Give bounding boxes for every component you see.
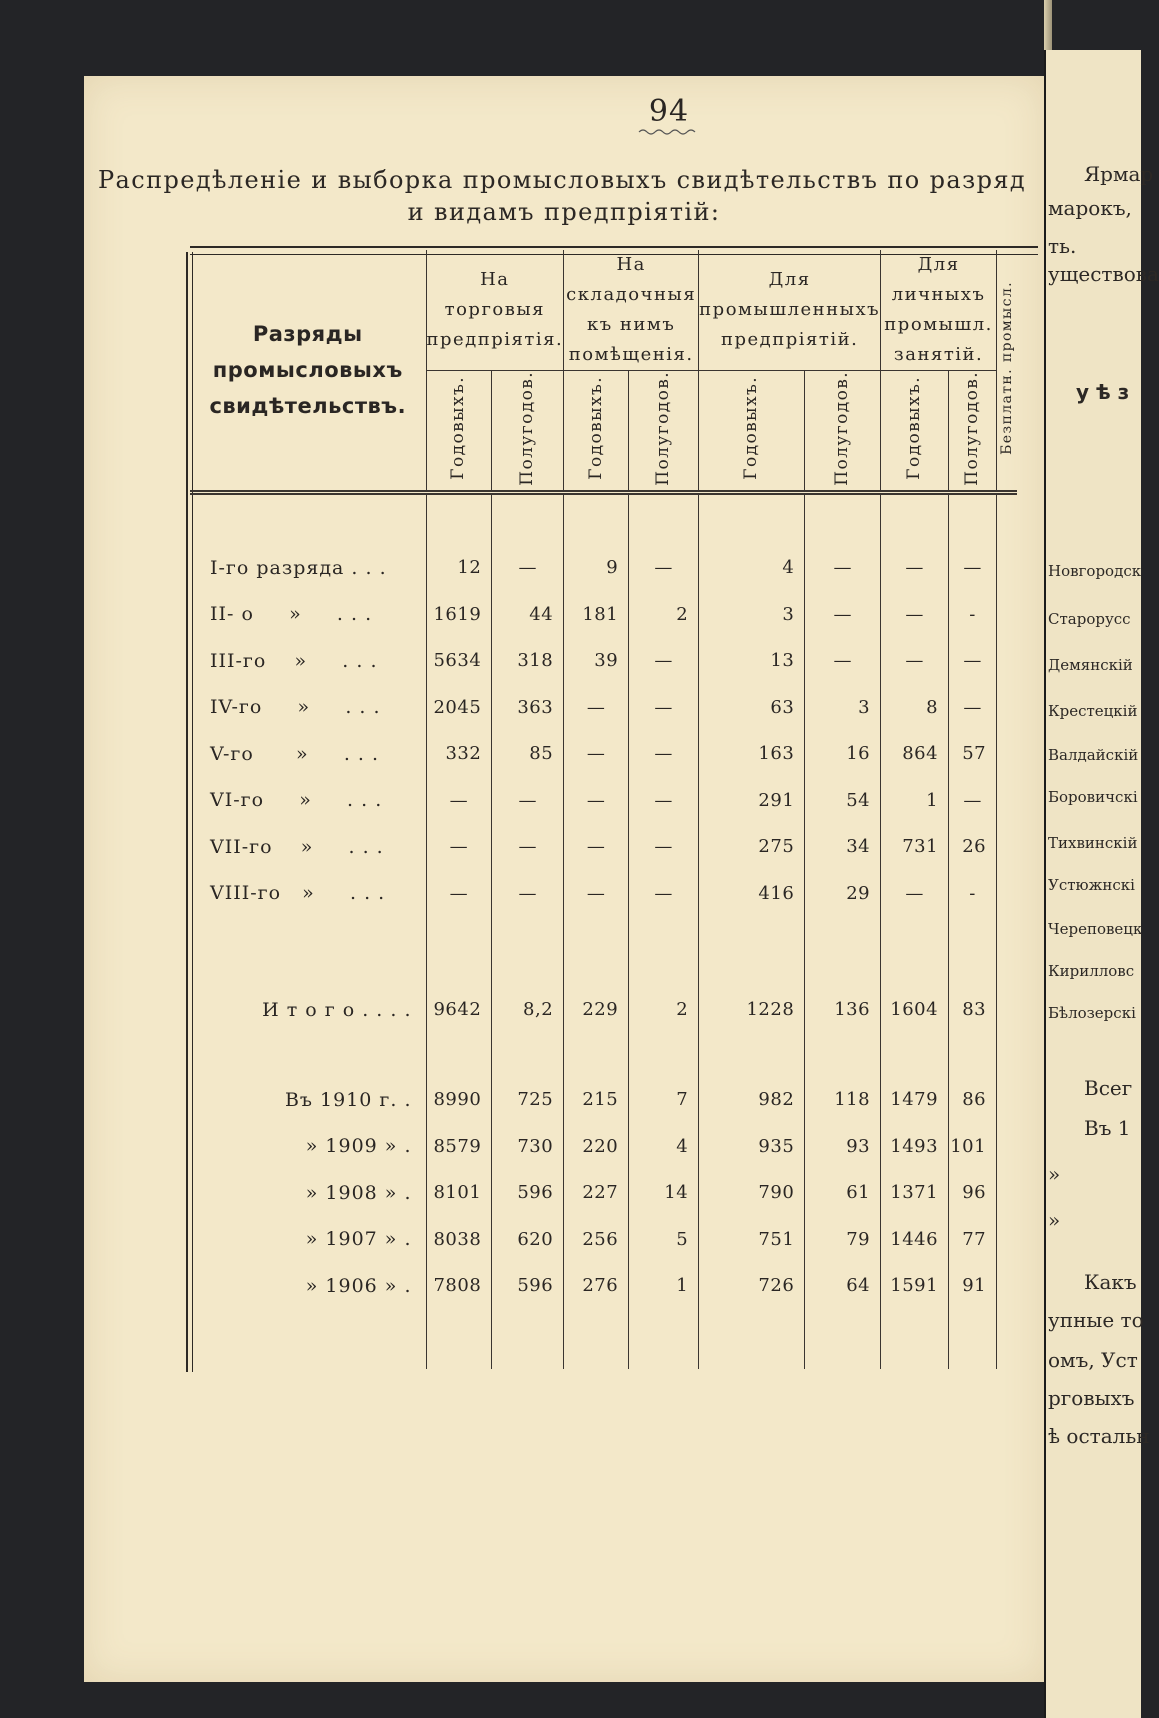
next-page-text: Новгородск [1048,562,1142,580]
row-label: I-го разряда . . . [210,556,387,579]
table-cell: 8990 [426,1077,492,1124]
table-cell: 227 [564,1170,629,1217]
table-row-grade [190,870,1017,917]
table-cell: - [949,870,997,917]
row-label: IV-го » . . . [210,696,381,719]
table-cell: — [492,777,564,824]
table-cell: — [564,731,629,778]
table-cell: — [629,731,699,778]
table-cell: 229 [564,987,629,1033]
next-page-text: Какъ [1084,1270,1137,1294]
table-cell: 64 [805,1263,881,1310]
table-spacer [190,1309,1017,1369]
table-cell: — [949,777,997,824]
table-cell: 1228 [699,987,805,1033]
table-cell: — [564,870,629,917]
table-cell: 136 [805,987,881,1033]
title-line-1: Распредѣленіе и выборка промысловыхъ свидѣтельствъ по разряд [98,166,1027,194]
table-cell: 3 [699,591,805,638]
sub-header [881,371,949,493]
sub-header-year: Годовыхъ. [448,376,469,481]
table-cell-free [997,1170,1017,1217]
table-cell-free [997,684,1017,731]
table-cell: 9642 [426,987,492,1033]
row-label: И т о г о . . . . [262,998,412,1021]
table-cell: — [881,545,949,592]
table-cell: — [629,824,699,871]
table-cell: 2 [629,987,699,1033]
table-cell: 215 [564,1077,629,1124]
table-cell: 63 [699,684,805,731]
next-page-text: Демянскій [1048,656,1133,674]
next-page-text: у ѣ з [1076,380,1130,404]
table-cell-free [997,1123,1017,1170]
row-header-cell [190,250,426,492]
table-cell: 4 [629,1123,699,1170]
sub-header [699,371,805,493]
table-row-grade [190,545,1017,592]
table-row-year [190,1216,1017,1263]
next-page-text: Старорусс [1048,610,1131,628]
group-header-free [997,250,1017,492]
table-row-year [190,1263,1017,1310]
title-line-2: и видамъ предпріятій: [407,198,721,226]
sub-header [805,371,881,493]
row-label: » 1908 » . [305,1181,412,1204]
next-page-text: упные то [1048,1308,1144,1332]
table-cell-free [997,1216,1017,1263]
next-page-text: ѣ остальн [1048,1424,1150,1448]
table-cell: 935 [699,1123,805,1170]
next-page-text: омъ, Уст [1048,1348,1138,1372]
row-label: II- о » . . . [210,603,373,626]
free-label: Безплатн. промысл. [998,280,1015,455]
table-cell: — [629,870,699,917]
table-cell: — [564,777,629,824]
table-cell: 8579 [426,1123,492,1170]
table-cell: — [492,545,564,592]
row-label: VI-го » . . . [210,789,383,812]
table-cell: 8038 [426,1216,492,1263]
table-body [190,492,1017,1369]
table-cell: 77 [949,1216,997,1263]
sub-header [629,371,699,493]
table-cell: 34 [805,824,881,871]
table-cell: 5 [629,1216,699,1263]
table-cell: — [564,684,629,731]
table-cell-free [997,1263,1017,1310]
table-cell: 864 [881,731,949,778]
table-cell: — [805,545,881,592]
table-cell: — [949,638,997,685]
table-cell: — [564,824,629,871]
table-row-grade [190,591,1017,638]
table-cell: 8101 [426,1170,492,1217]
table-cell: 1591 [881,1263,949,1310]
table-cell: 2 [629,591,699,638]
row-label: V-го » . . . [210,742,380,765]
table-cell: 13 [699,638,805,685]
table-cell: 181 [564,591,629,638]
table-spacer [190,492,1017,545]
table-cell: — [426,870,492,917]
table-cell: 79 [805,1216,881,1263]
table-spacer [190,917,1017,987]
next-page-text: Ярмар [1084,162,1154,186]
table-cell-free [997,987,1017,1033]
table-cell: 363 [492,684,564,731]
sub-header-half: Полугодов. [832,371,853,486]
row-label: VII-го » . . . [210,835,384,858]
table-cell: — [629,777,699,824]
table-row-grade [190,731,1017,778]
table-cell: 39 [564,638,629,685]
page-number: 94 [648,94,690,129]
table-row-year [190,1077,1017,1124]
table-cell: 1 [881,777,949,824]
table-cell: — [881,638,949,685]
next-page-text: Валдайскій [1048,746,1139,764]
certificates-table [190,250,1017,1369]
next-page-text: Въ 1 [1084,1116,1131,1140]
table-spacer [190,1033,1017,1077]
table-row-grade [190,824,1017,871]
row-label: » 1907 » . [305,1228,412,1251]
table-cell: 256 [564,1216,629,1263]
table-cell: 4 [699,545,805,592]
table-cell-free [997,591,1017,638]
table-cell: 291 [699,777,805,824]
table-cell: 332 [426,731,492,778]
table-cell: 118 [805,1077,881,1124]
table-cell: 726 [699,1263,805,1310]
table-cell: 276 [564,1263,629,1310]
table-cell: 1371 [881,1170,949,1217]
table-cell: — [805,638,881,685]
table-cell: — [492,870,564,917]
table-cell: — [949,684,997,731]
table-cell: 1 [629,1263,699,1310]
table-cell: 83 [949,987,997,1033]
next-page-text: » [1048,1162,1061,1186]
table-cell: 14 [629,1170,699,1217]
table-cell-free [997,824,1017,871]
page [84,76,1044,1682]
table-cell: 1446 [881,1216,949,1263]
row-label: VIII-го » . . . [210,882,386,905]
table-row-grade [190,777,1017,824]
table-cell: 16 [805,731,881,778]
table-cell: 275 [699,824,805,871]
sub-header [949,371,997,493]
next-page-text: Боровичскі [1048,788,1138,806]
sub-header-year: Годовыхъ. [741,376,762,481]
table-cell: 730 [492,1123,564,1170]
group-header-industrial: Для промышленныхъ предпріятій. [699,250,881,371]
table-cell: — [881,591,949,638]
table-row-year [190,1123,1017,1170]
next-page-text: Устюжнскі [1048,876,1135,894]
row-label: III-го » . . . [210,649,378,672]
next-page-text: Бѣлозерскі [1048,1004,1136,1022]
table-cell: 29 [805,870,881,917]
table-cell: — [492,824,564,871]
table-cell: 1604 [881,987,949,1033]
table-cell-free [997,777,1017,824]
table-cell: 751 [699,1216,805,1263]
table-cell: — [881,870,949,917]
table-cell: 3 [805,684,881,731]
next-page-text: рговыхъ [1048,1386,1135,1410]
sub-header-half: Полугодов. [653,371,674,486]
next-page-text: Всег [1084,1076,1133,1100]
table-cell: 790 [699,1170,805,1217]
next-page-text: уществова [1048,262,1159,286]
group-header-personal: Для личныхъ промышл. занятій. [881,250,997,371]
sub-header [426,371,492,493]
ornament-rule [624,128,714,136]
table-cell: 2045 [426,684,492,731]
table-cell: 44 [492,591,564,638]
row-label: Въ 1910 г. . [284,1088,412,1111]
row-label: » 1906 » . [305,1274,412,1297]
table-row-grade [190,684,1017,731]
sub-header-year: Годовыхъ. [585,376,606,481]
table-cell: 86 [949,1077,997,1124]
table-cell: 163 [699,731,805,778]
table-cell: — [426,777,492,824]
table-cell: — [949,545,997,592]
table-cell-free [997,545,1017,592]
table-cell-free [997,870,1017,917]
table-row-grade [190,638,1017,685]
next-page-text: Кирилловс [1048,962,1135,980]
table-cell: 61 [805,1170,881,1217]
table-cell: 416 [699,870,805,917]
table-cell: 26 [949,824,997,871]
table-cell: 8,2 [492,987,564,1033]
table-cell: 1479 [881,1077,949,1124]
table-row-total [190,987,1017,1033]
table-cell: 54 [805,777,881,824]
table-cell: 318 [492,638,564,685]
table-cell: 220 [564,1123,629,1170]
table-cell: 85 [492,731,564,778]
table-cell: 9 [564,545,629,592]
table-cell: 101 [949,1123,997,1170]
table-cell-free [997,1077,1017,1124]
table-cell: 731 [881,824,949,871]
table-cell: 91 [949,1263,997,1310]
table-cell: 1493 [881,1123,949,1170]
sub-header [492,371,564,493]
row-header: Разряды промысловыхъ свидѣтельствъ. [209,321,407,418]
table-cell: — [426,824,492,871]
next-page-text: Череповецк [1048,920,1143,938]
table-row-year [190,1170,1017,1217]
next-page-text: марокъ, [1048,196,1132,220]
sub-header-year: Годовыхъ. [904,376,925,481]
next-page-text: Тихвинскій [1048,834,1138,852]
table-cell: — [629,684,699,731]
table-cell: 7808 [426,1263,492,1310]
table-cell: 596 [492,1263,564,1310]
table-cell: 1619 [426,591,492,638]
table-cell: 620 [492,1216,564,1263]
table-cell: 596 [492,1170,564,1217]
table-cell-free [997,731,1017,778]
table-cell-free [997,638,1017,685]
group-header-warehouse: На складочныя къ нимъ помѣщенія. [564,250,699,371]
next-page-edge [1044,50,1159,1718]
table-cell: — [629,545,699,592]
row-label: » 1909 » . [305,1135,412,1158]
table-cell: 5634 [426,638,492,685]
group-header-trade: На торговыя предпріятія. [426,250,564,371]
table-cell: 93 [805,1123,881,1170]
table-cell: 7 [629,1077,699,1124]
sub-header-half: Полугодов. [962,371,983,486]
table-cell: - [949,591,997,638]
table-cell: 982 [699,1077,805,1124]
table-cell: 12 [426,545,492,592]
table-cell: 725 [492,1077,564,1124]
next-page-text: » [1048,1208,1061,1232]
sub-header-half: Полугодов. [517,371,538,486]
sub-header [564,371,629,493]
next-page-text: ть. [1048,234,1077,258]
table-cell: — [629,638,699,685]
next-page-text: Крестецкій [1048,702,1138,720]
table-cell: 8 [881,684,949,731]
table-cell: — [805,591,881,638]
table-cell: 57 [949,731,997,778]
table-cell: 96 [949,1170,997,1217]
